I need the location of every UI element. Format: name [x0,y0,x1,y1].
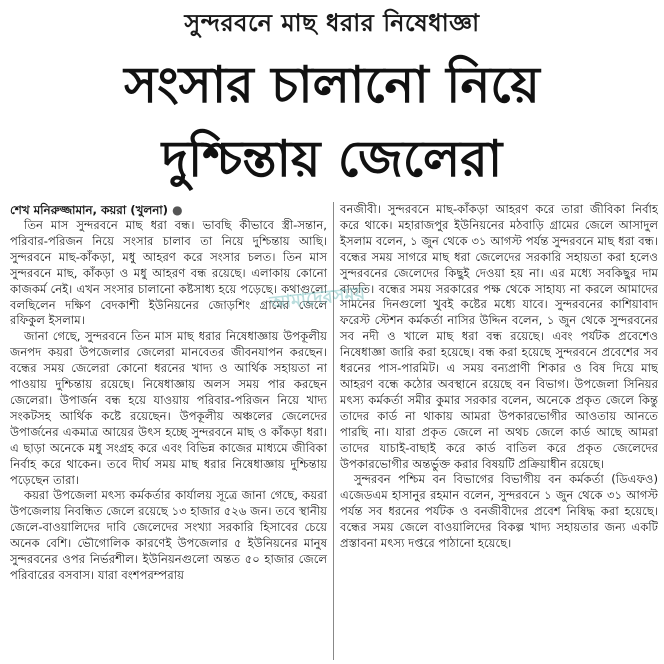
byline-marker-icon: ● [172,203,183,217]
byline-author: শেখ মনিরুজ্জামান, কয়রা (খুলনা) [10,203,169,217]
left-column [10,202,334,660]
article-body [10,202,658,660]
paragraph: জানা গেছে, সুন্দরবনে তিন মাস মাছ ধরার নিষেধাজ্ঞায় উপকূলীয় জনপদ কয়রা উপজেলার জেলেরা মানবেতর জীবনযাপন করছেন। বন্ধের সময় জেলেরা কোনো ধরনের খাদ্য ও আর্থিক সহায়তা না পাওয়ায় দুশ্চিন্তায় রয়েছে। নিষেধাজ্ঞায় অলস সময় পার করছেন জেলেরা। উপার্জন বন্ধ হয়ে যাওয়ায় পরিবার-পরিজন নিয়ে খাদ্য সংকটসহ আর্থিক কষ্টে রয়েছেন। উপকূলীয় অঞ্চলের জেলেদের উপার্জনের একমাত্র আয়ের উৎস হচ্ছে সুন্দরবনে মাছ ও কাঁকড়া ধরা। এ ছাড়া অনেকে মধু সংগ্রহ করে এবং বিভিন্ন কাজের মাধ্যমে জীবিকা নির্বাহ করে থাকেন। তবে দীর্ঘ সময় মাছ ধরার নিষেধাজ্ঞায় দুশ্চিন্তায় পড়েছেন তারা। [10,329,327,487]
paragraph: বনজীবী। সুন্দরবনে মাছ-কাঁকড়া আহরণ করে তারা জীবিকা নির্বাহ করে থাকে। মহারাজপুর ইউনিয়নের মঠবাড়ি গ্রামের জেলে আসাদুল ইসলাম বলেন, ১ জুন থেকে ৩১ আগস্ট পর্যন্ত সুন্দরবনে মাছ ধরা বন্ধ। বন্ধের সময় সাগরে মাছ ধরা জেলেদের সরকারি সহায়তা করা হলেও সুন্দরবনের জেলেদের কিছুই দেওয়া হয় না। এর মধ্যে সবকিছুর দাম বাড়তি। বন্ধের সময় সরকারের পক্ষ থেকে সাহায্য না করলে আমাদের সামনের দিনগুলো খুবই কষ্টের মধ্যে যাবে। সুন্দরবনের কাশিয়াবাদ ফরেস্ট স্টেশন কর্মকর্তা নাসির উদ্দিন বলেন, ১ জুন থেকে সুন্দরবনের সব নদী ও খালে মাছ ধরা বন্ধ রয়েছে। এবং পর্যটক প্রবেশেও নিষেধাজ্ঞা জারি করা হয়েছে। বন্ধ করা হয়েছে সুন্দরবনে প্রবেশের সব ধরনের পাস-পারমিট। এ সময় বন্যপ্রাণী শিকার ও বিষ দিয়ে মাছ আহরণ বন্ধে কঠোর অবস্থানে রয়েছে বন বিভাগ। উপজেলা সিনিয়র মৎস্য কর্মকর্তা সমীর কুমার সরকার বলেন, অনেকে প্রকৃত জেলে কিন্তু তাদের কার্ড না থাকায় আমরা উপকারভোগীর আওতায় আনতে পারছি না। যারা প্রকৃত জেলে না অথচ জেলে কার্ড আছে আমরা তাদের যাচাই-বাছাই করে কার্ড বাতিল করে প্রকৃত জেলেদের উপকারভোগীর অন্তর্ভুক্ত করার বিষয়টি প্রক্রিয়াধীন রয়েছে। [340,202,658,471]
watermark-logo: আমাদেরসময় [269,283,367,314]
kicker-headline: সুন্দরবনে মাছ ধরার নিষেধাজ্ঞা [184,9,480,37]
paragraph: সুন্দরবন পশ্চিম বন বিভাগের বিভাগীয় বন কর্মকর্তা (ডিএফও) এজেডএম হাসানুর রহমান বলেন, সুন্দরবনে ১ জুন থেকে ৩১ আগস্ট পর্যন্ত সব ধরনের পর্যটক ও বনজীবীদের প্রবেশ নিষিদ্ধ করা হয়েছে। বন্ধের সময় জেলে বাওয়ালিদের বিকল্প খাদ্য সহায়তার জন্য একটি প্রস্তাবনা মৎস্য দপ্তরে পাঠানো হয়েছে। [340,472,658,551]
paragraph: তিন মাস সুন্দরবনে মাছ ধরা বন্ধ। ভাবছি কীভাবে স্ত্রী-সন্তান, পরিবার-পরিজন নিয়ে সংসার চালাব তা নিয়ে দুশ্চিন্তায় আছি। সুন্দরবনে মাছ-কাঁকড়া, মধু আহরণ করে সংসার চলত। তিন মাস সুন্দরবনে মাছ, কাঁকড়া ও মধু আহরণ বন্ধ রয়েছে। এলাকায় কোনো কাজকর্ম নেই। এখন সংসার চালানো কষ্টসাধ্য হয়ে পড়েছে। কথাগুলো বলছিলেন দক্ষিণ বেদকাশী ইউনিয়নের জোড়শিং গ্রামের জেলে রফিকুল ইসলাম। [10,218,327,328]
byline [10,202,327,218]
headline-line-2: দুশ্চিন্তায় জেলেরা [161,130,503,188]
paragraph: কয়রা উপজেলা মৎস্য কর্মকর্তার কার্যালয় সূত্রে জানা গেছে, কয়রা উপজেলায় নিবন্ধিত জেলে রয়েছে ১৩ হাজার ৫২৬ জন। তবে স্থানীয় জেলে-বাওয়ালিদের দাবি জেলেদের সংখ্যা সরকারি হিসাবের চেয়ে অনেক বেশি। ভৌগোলিক কারণেই উপজেলার ৫ ইউনিয়নের মানুষ সুন্দরবনের ওপর নির্ভরশীল। ইউনিয়নগুলো অন্তত ৫০ হাজার জেলে পরিবারের বসবাস। যারা বংশপরম্পরায় [10,488,327,582]
right-column [334,202,658,660]
headline-line-1: সংসার চালানো নিয়ে [124,56,540,114]
